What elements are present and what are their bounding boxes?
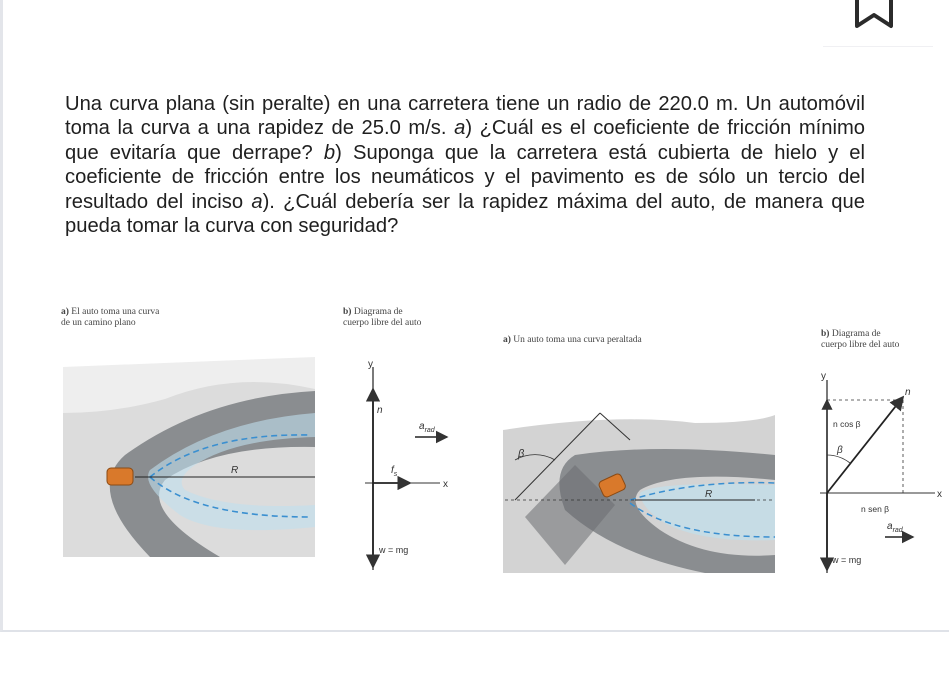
problem-line: Un automóvil toma la curva a una rapidez de 25.0 m/s.: [65, 93, 865, 140]
problem-line: Una curva plana (sin peralte) en una carretera tiene un radio de 220.0 m.: [65, 93, 739, 115]
banked-radius-label: R: [705, 489, 713, 500]
flat-fbd-diagram: [365, 359, 448, 570]
problem-line: la carretera está cubierta de hielo y el coeficiente de fricción entre los: [65, 141, 866, 189]
flat-normal-label: n: [377, 405, 383, 416]
flat-fbd-y-label: y: [368, 359, 373, 370]
caption-text: El auto toma una curva: [71, 307, 160, 317]
banked-nsen-label: n sen β: [861, 504, 890, 514]
banked-fbd-diagram: [820, 371, 942, 573]
problem-line: tomar la curva con seguridad?: [126, 215, 399, 238]
caption-label: a): [61, 307, 69, 317]
banked-curve-illustration: [503, 413, 775, 573]
problem-line: ). ¿Cuál debería ser la rapidez máxima del auto, de manera que pueda: [65, 190, 865, 238]
caption-text: cuerpo libre del auto: [343, 317, 422, 328]
flat-accel-label: $a_{rad}$: [419, 421, 435, 434]
problem-line: ) Suponga que: [335, 141, 479, 164]
header-divider: [823, 46, 933, 47]
banked-fbd-beta-label: β: [837, 445, 843, 456]
flat-car: [107, 468, 133, 485]
flat-radius-label: R: [231, 465, 239, 476]
flat-weight-label: w = mg: [379, 545, 409, 555]
problem-line: neumáticos y el pavimento es de sólo un tercio del resultado del inciso: [65, 166, 866, 213]
caption-label: b): [343, 307, 352, 317]
part-a-reference: a: [251, 190, 263, 213]
banked-fbd-y-label: y: [821, 371, 826, 382]
part-b-marker: b: [323, 141, 336, 164]
caption-text: de un camino plano: [61, 317, 136, 328]
problem-line: coeficiente de fricción mínimo que evitaría que derrape?: [65, 117, 866, 164]
banked-ncos-label: n cos β: [833, 419, 861, 429]
banked-accel-label: $a_{rad}$: [887, 521, 903, 534]
banked-beta-label: β: [518, 448, 525, 460]
banked-fbd-x-label: x: [937, 489, 942, 500]
bookmark-icon[interactable]: [851, 0, 897, 30]
problem-line: ) ¿Cuál es el: [465, 117, 586, 140]
flat-friction-label: $f_s$: [391, 465, 398, 478]
banked-normal-label: n: [905, 387, 911, 398]
problem-statement: [65, 92, 865, 238]
caption-label: b): [821, 329, 830, 339]
caption-label: a): [503, 335, 511, 345]
banked-weight-label: w = mg: [832, 555, 862, 565]
flat-fbd-x-label: x: [443, 479, 448, 490]
caption-text: Un auto toma una curva peraltada: [513, 335, 642, 345]
caption-text: Diagrama de: [831, 329, 881, 339]
part-a-marker: a: [454, 117, 466, 140]
banked-fbd-angle-arc: [827, 455, 850, 463]
caption-text: Diagrama de: [353, 307, 403, 317]
caption-text: cuerpo libre del auto: [821, 339, 900, 350]
flat-curve-illustration: [63, 357, 315, 557]
physics-figure: [55, 305, 945, 605]
